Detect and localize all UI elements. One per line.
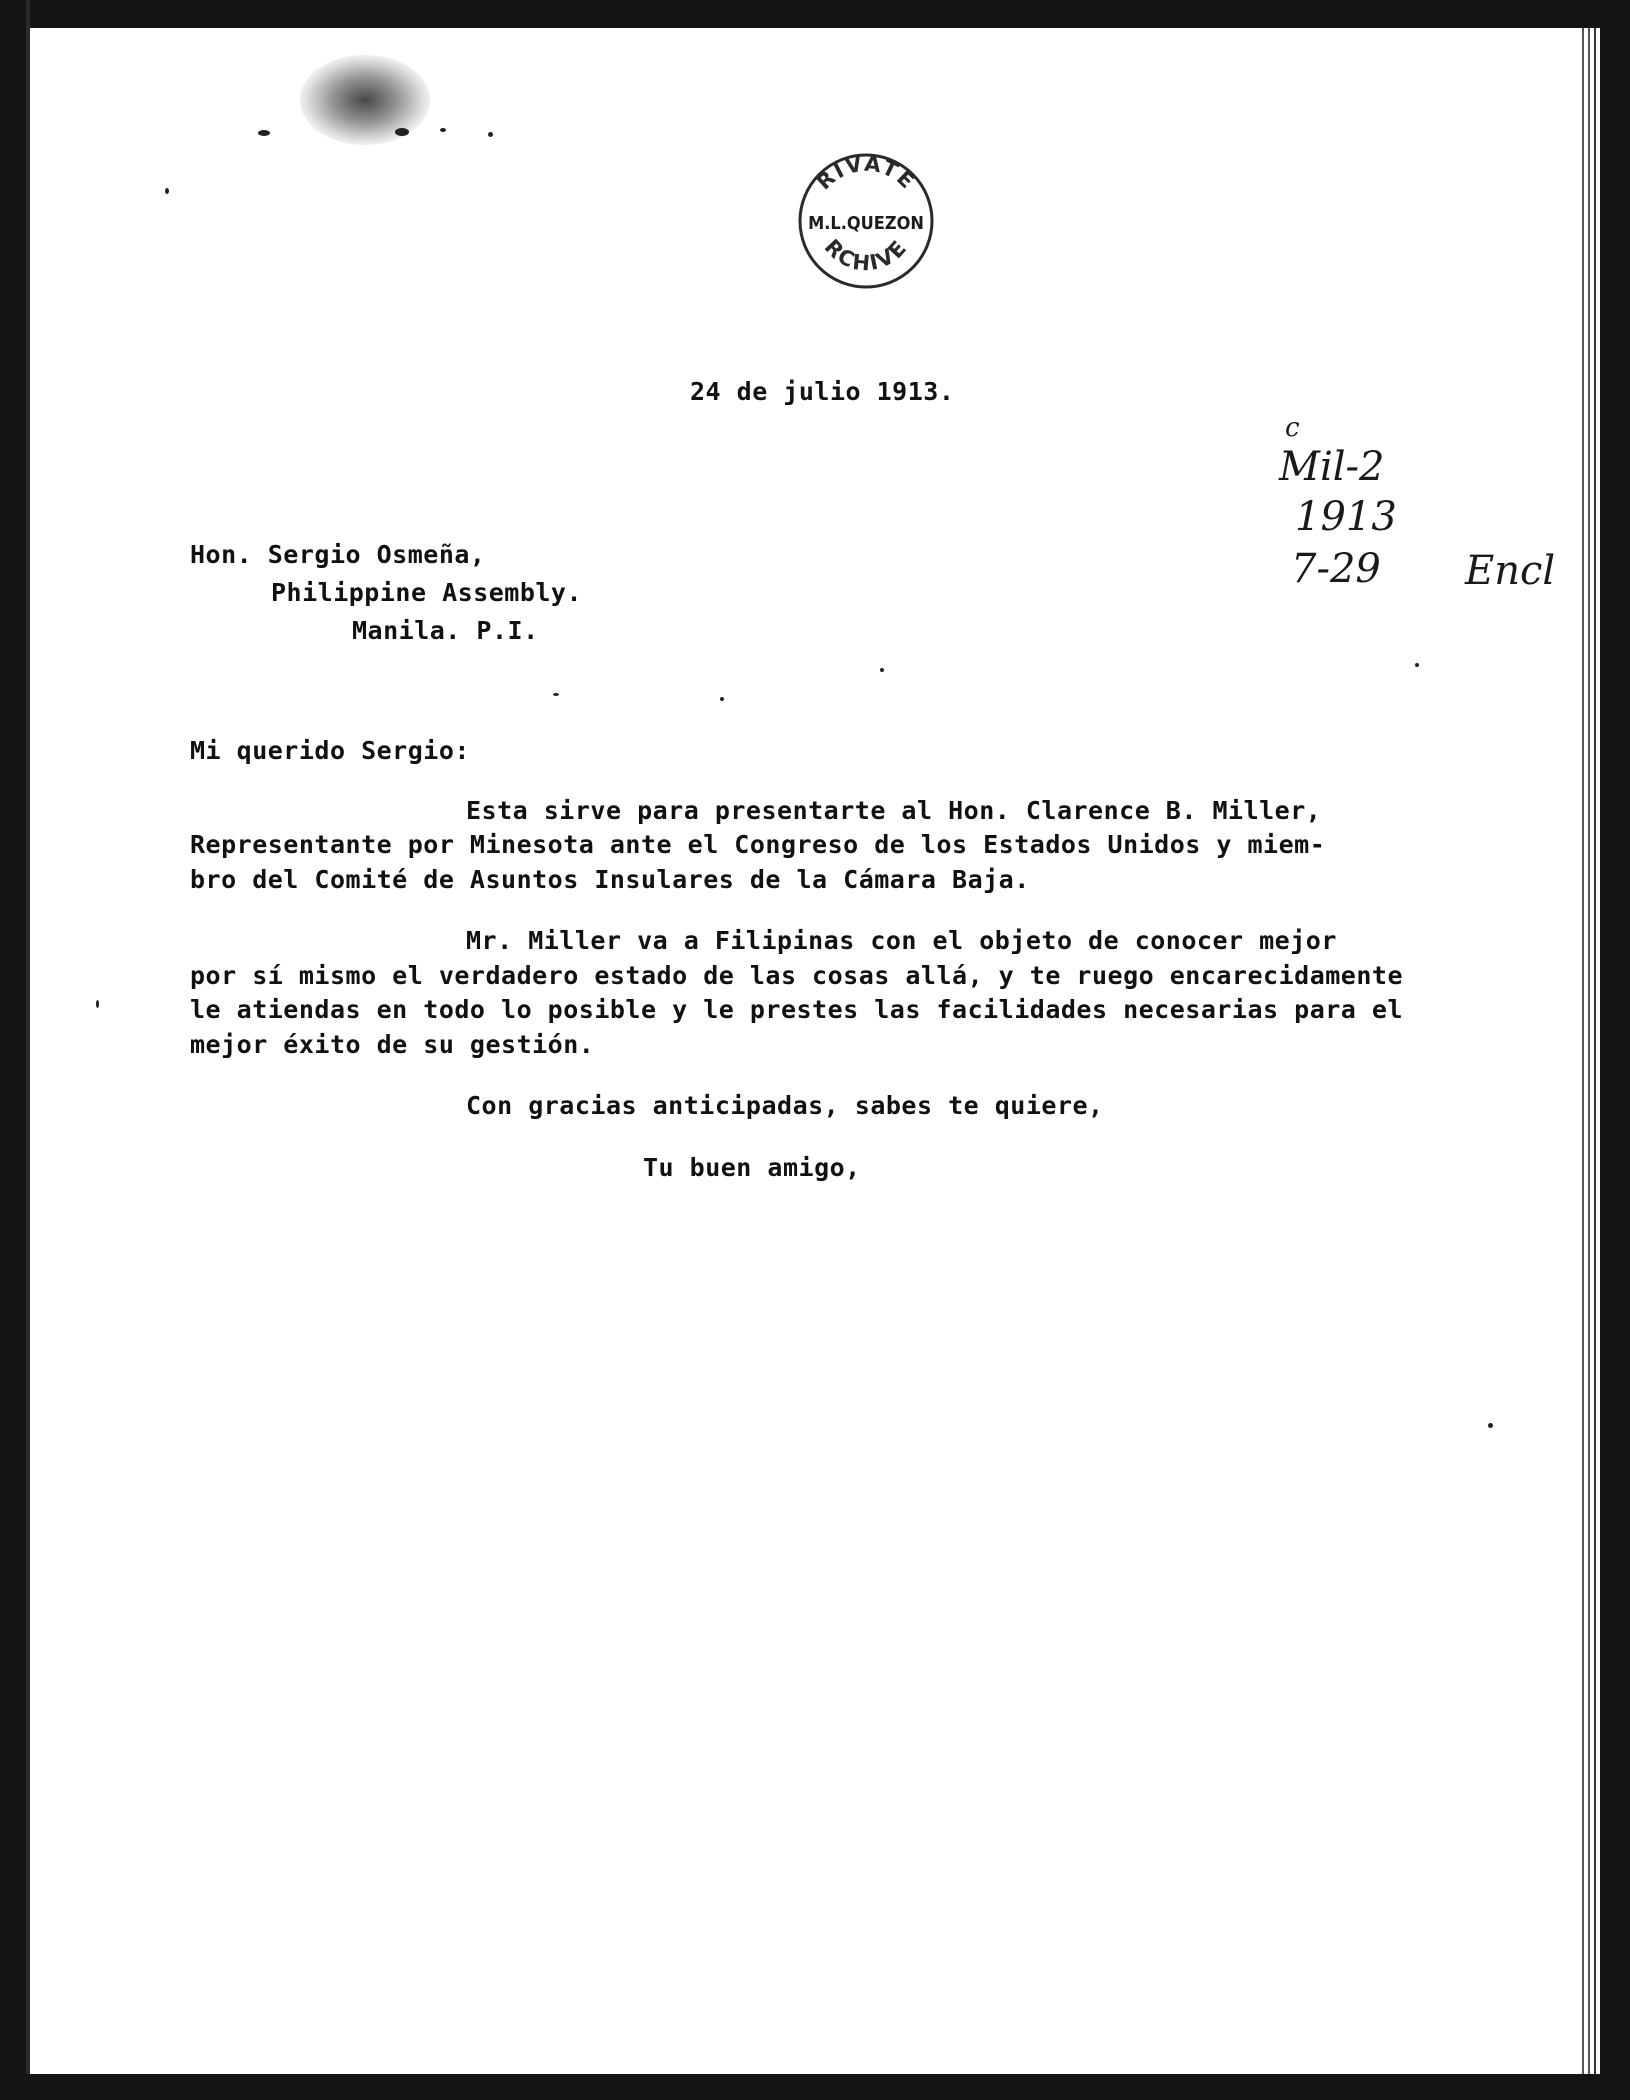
address-line: Philippine Assembly.	[271, 578, 583, 607]
scan-border-top	[0, 0, 1630, 28]
annotation-text: Encl	[1465, 548, 1556, 594]
page-edge	[1582, 28, 1584, 2074]
archive-stamp	[795, 150, 937, 292]
ink-speck	[1415, 663, 1419, 667]
ink-smudge	[300, 55, 430, 145]
ink-speck	[440, 128, 446, 132]
svg-text:RCHIVE	[820, 235, 913, 276]
paragraph-line: por sí mismo el verdadero estado de las cosas allá, y te ruego encarecidamente	[190, 961, 1403, 990]
ink-speck	[720, 697, 724, 701]
ink-speck	[96, 1000, 99, 1008]
ink-speck	[880, 668, 884, 672]
paragraph-line: bro del Comité de Asuntos Insulares de la Cámara Baja.	[190, 865, 1030, 894]
ink-speck	[258, 130, 270, 136]
paragraph-line: Esta sirve para presentarte al Hon. Clarence B. Miller,	[466, 796, 1322, 825]
ink-speck	[1488, 1423, 1493, 1428]
ink-speck	[553, 693, 559, 696]
signoff-line: Tu buen amigo,	[643, 1153, 861, 1182]
ink-speck	[165, 188, 169, 194]
handwritten-annotation	[1265, 400, 1556, 660]
stamp-middle-text: M.L.QUEZON	[808, 213, 924, 234]
address-line: Hon. Sergio Osmeña,	[190, 540, 486, 569]
annotation-text: 7-29	[1291, 546, 1381, 592]
letter-date: 24 de julio 1913.	[690, 377, 955, 406]
paragraph-line: le atiendas en todo lo posible y le prestes las facilidades necesarias para el	[190, 995, 1403, 1024]
annotation-text: 1913	[1295, 494, 1397, 540]
stamp-top-text: RIVATE	[811, 151, 921, 195]
page-edge	[1594, 28, 1596, 2074]
salutation: Mi querido Sergio:	[190, 736, 470, 765]
scan-border-bottom	[0, 2074, 1630, 2100]
svg-text:RIVATE	[812, 152, 920, 195]
closing-line: Con gracias anticipadas, sabes te quiere,	[466, 1091, 1104, 1120]
page-edge	[1588, 28, 1590, 2074]
stamp-bottom-text: RCHIVE	[819, 234, 913, 276]
ink-speck	[395, 128, 409, 136]
scan-border-right	[1600, 0, 1630, 2100]
annotation-text: c	[1285, 413, 1300, 443]
annotation-text: Mil-2	[1279, 444, 1385, 490]
paragraph-line: Mr. Miller va a Filipinas con el objeto de conocer mejor	[466, 926, 1337, 955]
address-line: Manila. P.I.	[352, 616, 539, 645]
ink-speck	[488, 132, 493, 137]
scan-border-left	[0, 0, 30, 2100]
paragraph-line: Representante por Minesota ante el Congreso de los Estados Unidos y miem-	[190, 830, 1326, 859]
paragraph-line: mejor éxito de su gestión.	[190, 1030, 595, 1059]
